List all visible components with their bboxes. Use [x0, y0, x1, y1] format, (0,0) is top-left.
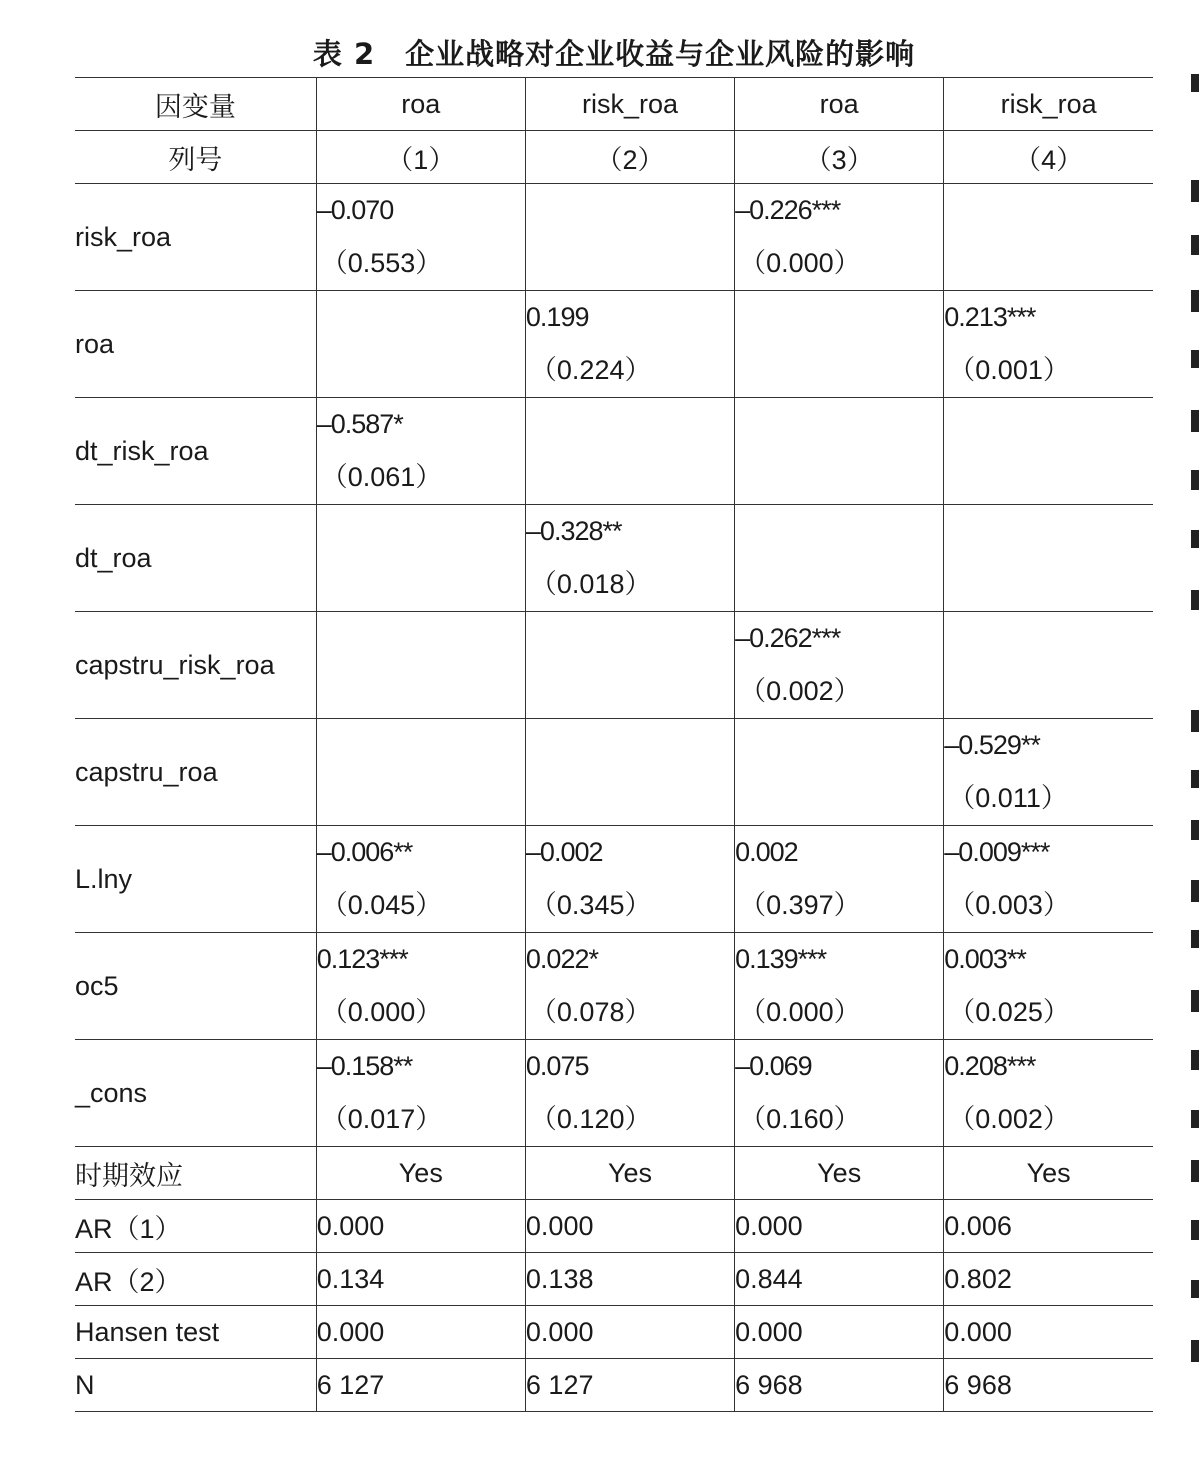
coefficient-value: 0.002 [735, 837, 798, 867]
p-value: （0.045） [320, 890, 443, 920]
statistic-value: Yes [316, 1147, 525, 1200]
statistic-value: 0.844 [735, 1253, 944, 1306]
coefficient-cell [525, 933, 734, 1040]
coefficient-cell [525, 291, 734, 398]
statistic-value: 0.000 [316, 1306, 525, 1359]
coefficient-cell [944, 505, 1153, 612]
coefficient-value: –0.587* [316, 409, 403, 439]
coefficient-cell [525, 612, 734, 719]
column-number-label: 列号 [75, 131, 316, 184]
coefficient-cell [525, 184, 734, 291]
variable-label: _cons [75, 1040, 316, 1147]
statistic-value: 0.134 [316, 1253, 525, 1306]
header-cell: roa [316, 78, 525, 131]
coefficient-cell [735, 291, 944, 398]
coefficient-value: 0.208*** [944, 1051, 1036, 1081]
variable-row [75, 398, 1153, 505]
statistic-value: 0.000 [944, 1306, 1153, 1359]
coefficient-cell [525, 1040, 734, 1147]
p-value: （0.018） [529, 569, 652, 599]
coefficient-value: 0.003** [944, 944, 1026, 974]
coefficient-cell [944, 291, 1153, 398]
coefficient-cell [944, 184, 1153, 291]
coefficient-value: 0.213*** [944, 302, 1036, 332]
variable-row [75, 826, 1153, 933]
coefficient-value: –0.158** [316, 1051, 413, 1081]
statistic-label: AR（2） [75, 1253, 316, 1306]
regression-table [75, 77, 1153, 1412]
coefficient-cell [525, 505, 734, 612]
coefficient-cell [735, 184, 944, 291]
coefficient-cell [316, 612, 525, 719]
p-value: （0.224） [529, 355, 652, 385]
statistic-label: N [75, 1359, 316, 1412]
statistic-row [75, 1306, 1153, 1359]
coefficient-cell [525, 719, 734, 826]
header-cell: roa [735, 78, 944, 131]
coefficient-cell [735, 933, 944, 1040]
adjacent-page-edge [1188, 60, 1200, 1410]
statistic-value: 0.000 [735, 1200, 944, 1253]
statistic-value: 0.138 [525, 1253, 734, 1306]
variable-row [75, 933, 1153, 1040]
p-value: （0.061） [320, 462, 443, 492]
statistic-value: 6 127 [316, 1359, 525, 1412]
statistic-value: Yes [944, 1147, 1153, 1200]
coefficient-cell [735, 719, 944, 826]
statistic-value: Yes [735, 1147, 944, 1200]
coefficient-value: 0.199 [525, 302, 589, 332]
coefficient-value: –0.529** [944, 730, 1040, 760]
variable-row [75, 1040, 1153, 1147]
statistic-value: 0.802 [944, 1253, 1153, 1306]
coefficient-cell [316, 719, 525, 826]
variable-label: risk_roa [75, 184, 316, 291]
coefficient-cell [735, 398, 944, 505]
coefficient-value: –0.009*** [944, 837, 1050, 867]
p-value: （0.000） [739, 997, 861, 1027]
column-number-cell: （2） [525, 131, 734, 184]
statistic-label: AR（1） [75, 1200, 316, 1253]
p-value: （0.160） [739, 1104, 861, 1134]
coefficient-cell [316, 933, 525, 1040]
coefficient-cell [316, 1040, 525, 1147]
column-number-cell: （4） [944, 131, 1153, 184]
p-value: （0.002） [739, 676, 861, 706]
variable-row [75, 505, 1153, 612]
coefficient-cell [316, 291, 525, 398]
header-label: 因变量 [75, 78, 316, 131]
coefficient-cell [316, 826, 525, 933]
p-value: （0.078） [529, 997, 652, 1027]
statistic-row [75, 1200, 1153, 1253]
coefficient-value: –0.262*** [735, 623, 841, 653]
coefficient-cell [735, 1040, 944, 1147]
statistic-row [75, 1253, 1153, 1306]
variable-label: roa [75, 291, 316, 398]
table-caption: 表 2 企业战略对企业收益与企业风险的影响 [312, 37, 916, 71]
p-value: （0.002） [948, 1104, 1070, 1134]
variable-row [75, 184, 1153, 291]
coefficient-cell [944, 826, 1153, 933]
coefficient-value: –0.002 [525, 837, 603, 867]
statistic-row [75, 1359, 1153, 1412]
variable-label: capstru_roa [75, 719, 316, 826]
coefficient-value: 0.022* [525, 944, 598, 974]
coefficient-value: –0.226*** [735, 195, 841, 225]
statistic-value: 0.000 [525, 1200, 734, 1253]
coefficient-cell [735, 826, 944, 933]
header-cell: risk_roa [944, 78, 1153, 131]
statistic-value: 0.006 [944, 1200, 1153, 1253]
p-value: （0.000） [320, 997, 443, 1027]
p-value: （0.000） [739, 248, 861, 278]
coefficient-cell [944, 933, 1153, 1040]
variable-label: L.lny [75, 826, 316, 933]
statistic-value: 6 127 [525, 1359, 734, 1412]
statistic-value: 6 968 [735, 1359, 944, 1412]
coefficient-cell [735, 505, 944, 612]
p-value: （0.345） [529, 890, 652, 920]
variable-row [75, 612, 1153, 719]
coefficient-value: 0.075 [525, 1051, 589, 1081]
coefficient-cell [316, 505, 525, 612]
coefficient-value: –0.070 [316, 195, 394, 225]
coefficient-value: –0.328** [525, 516, 622, 546]
column-number-cell: （3） [735, 131, 944, 184]
header-row [75, 78, 1153, 131]
coefficient-cell [735, 612, 944, 719]
p-value: （0.553） [320, 248, 443, 278]
coefficient-cell [316, 184, 525, 291]
variable-label: dt_roa [75, 505, 316, 612]
statistic-label: Hansen test [75, 1306, 316, 1359]
column-number-row [75, 131, 1153, 184]
coefficient-value: 0.139*** [735, 944, 827, 974]
p-value: （0.003） [948, 890, 1070, 920]
p-value: （0.025） [948, 997, 1070, 1027]
p-value: （0.397） [739, 890, 861, 920]
statistic-label: 时期效应 [75, 1147, 316, 1200]
statistic-row [75, 1147, 1153, 1200]
variable-row [75, 291, 1153, 398]
header-cell: risk_roa [525, 78, 734, 131]
p-value: （0.001） [948, 355, 1070, 385]
statistic-value: 0.000 [316, 1200, 525, 1253]
coefficient-value: 0.123*** [316, 944, 408, 974]
coefficient-cell [525, 398, 734, 505]
variable-label: capstru_risk_roa [75, 612, 316, 719]
coefficient-value: –0.006** [316, 837, 413, 867]
column-number-cell: （1） [316, 131, 525, 184]
coefficient-cell [944, 398, 1153, 505]
coefficient-cell [944, 719, 1153, 826]
statistic-value: Yes [525, 1147, 734, 1200]
coefficient-cell [944, 612, 1153, 719]
coefficient-cell [316, 398, 525, 505]
p-value: （0.017） [320, 1104, 443, 1134]
coefficient-value: –0.069 [735, 1051, 812, 1081]
statistic-value: 0.000 [735, 1306, 944, 1359]
coefficient-cell [525, 826, 734, 933]
statistic-value: 0.000 [525, 1306, 734, 1359]
statistic-value: 6 968 [944, 1359, 1153, 1412]
p-value: （0.011） [948, 783, 1068, 813]
variable-label: oc5 [75, 933, 316, 1040]
variable-label: dt_risk_roa [75, 398, 316, 505]
variable-row [75, 719, 1153, 826]
p-value: （0.120） [529, 1104, 652, 1134]
coefficient-cell [944, 1040, 1153, 1147]
